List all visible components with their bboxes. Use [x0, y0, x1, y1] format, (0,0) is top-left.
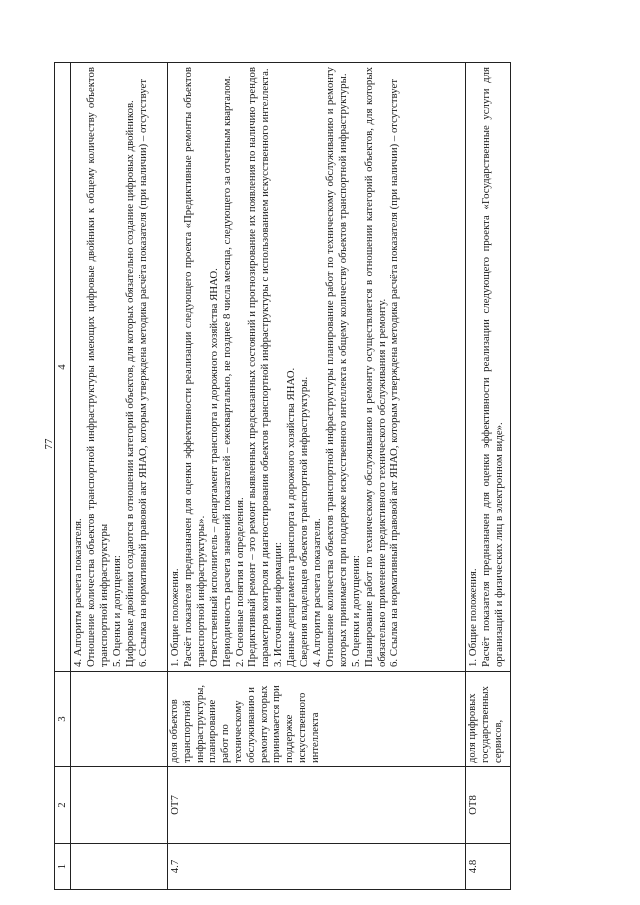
- description-line: Отношение количества объектов транспортной инфраструктуры имеющих цифровые двойники к общему количеству объектов транспортной инфраструктуры: [84, 67, 110, 667]
- description-line: Предиктивный ремонт – это ремонт выявленных предсказанных состояний и прогнозирование их появления по наличию трендов параметров контроля и диагностирования объектов транспортной инфраструктуры с использованием искусственного интеллекта.: [246, 67, 272, 667]
- indicator-description: [466, 63, 511, 672]
- header-col-1: 1: [55, 844, 71, 890]
- description-line: Сведения владельцев объектов транспортной инфраструктуры.: [298, 376, 311, 667]
- description-line: 1. Общие положения.: [467, 568, 479, 667]
- header-col-2: 2: [55, 767, 71, 844]
- description-line: Расчёт показателя предназначен для оценки эффективности реализации следующего проекта «Предиктивные ремонты объектов транспортной инфраструктуры».: [181, 67, 207, 667]
- description-line: 5. Оценки и допущения:: [110, 555, 123, 667]
- table-header-row: [55, 63, 71, 890]
- rotated-table-container: [54, 63, 554, 890]
- row-number: 4.7: [168, 844, 466, 890]
- description-line: 6. Ссылка на нормативный правовой акт ЯНАО, которым утверждена методика расчёта показателя (при наличии) – отсутствует: [388, 78, 401, 667]
- indicator-name: доля цифровых государственных сервисов,: [466, 672, 511, 767]
- description-line: Расчёт показателя предназначен для оценки эффективности реализации следующего проекта «Государственные услуги для организаций и физических лиц в электронном виде».: [479, 67, 505, 667]
- indicator-description: [168, 63, 466, 672]
- description-line: 2. Основные понятия и определения.: [233, 497, 246, 667]
- description-line: 5. Оценки и допущения:: [349, 555, 362, 667]
- row-number: 4.8: [466, 844, 511, 890]
- header-col-4: 4: [55, 63, 71, 672]
- indicator-table: [54, 62, 511, 890]
- indicator-name: [71, 672, 168, 767]
- description-line: 4. Алгоритм расчета показателя.: [72, 518, 84, 667]
- description-line: 4. Алгоритм расчета показателя.: [310, 518, 323, 667]
- indicator-code: ОТ7: [168, 767, 466, 844]
- description-line: Цифровые двойники создаются в отношении категорий объектов, для которых обязательно создание цифровых двойников.: [123, 100, 136, 667]
- indicator-code: [71, 767, 168, 844]
- table-row: [71, 63, 168, 890]
- table-row: [168, 63, 466, 890]
- description-line: Планирование работ по техническому обслуживанию и ремонту осуществляется в отношении категорий объектов, для которых обязательно применение предиктивного технического обслуживания и ремонту.: [362, 67, 388, 667]
- description-line: Ответственный исполнитель – департамент транспорта и дорожного хозяйства ЯНАО.: [207, 268, 220, 667]
- page-number: 77: [43, 438, 55, 450]
- description-line: 3. Источники информации:: [272, 542, 285, 667]
- indicator-name: доля объектов транспортной инфраструктуры, планирование работ по техническому обслуживанию и ремонту которых принимается при поддержке искусственного интеллекта: [168, 672, 466, 767]
- description-line: 1. Общие положения.: [169, 568, 181, 667]
- indicator-description: [71, 63, 168, 672]
- description-line: 6. Ссылка на нормативный правовой акт ЯНАО, которым утверждена методика расчёта показателя (при наличии) – отсутствует: [136, 78, 149, 667]
- description-line: Отношение количества объектов транспортной инфраструктуры планирование работ по техническому обслуживанию и ремонту которых принимается при поддержке искусственного интеллекта к общему количеству объектов транспортной инфраструктуры.: [323, 67, 349, 667]
- description-line: Данные департамента транспорта и дорожного хозяйства ЯНАО.: [285, 367, 298, 667]
- indicator-code: ОТ8: [466, 767, 511, 844]
- description-line: Периодичность расчета значений показателей – ежеквартально, не позднее 8 числа месяца, следующего за отчетным кварталом.: [220, 75, 233, 667]
- header-col-3: 3: [55, 672, 71, 767]
- table-row: [466, 63, 511, 890]
- row-number: [71, 844, 168, 890]
